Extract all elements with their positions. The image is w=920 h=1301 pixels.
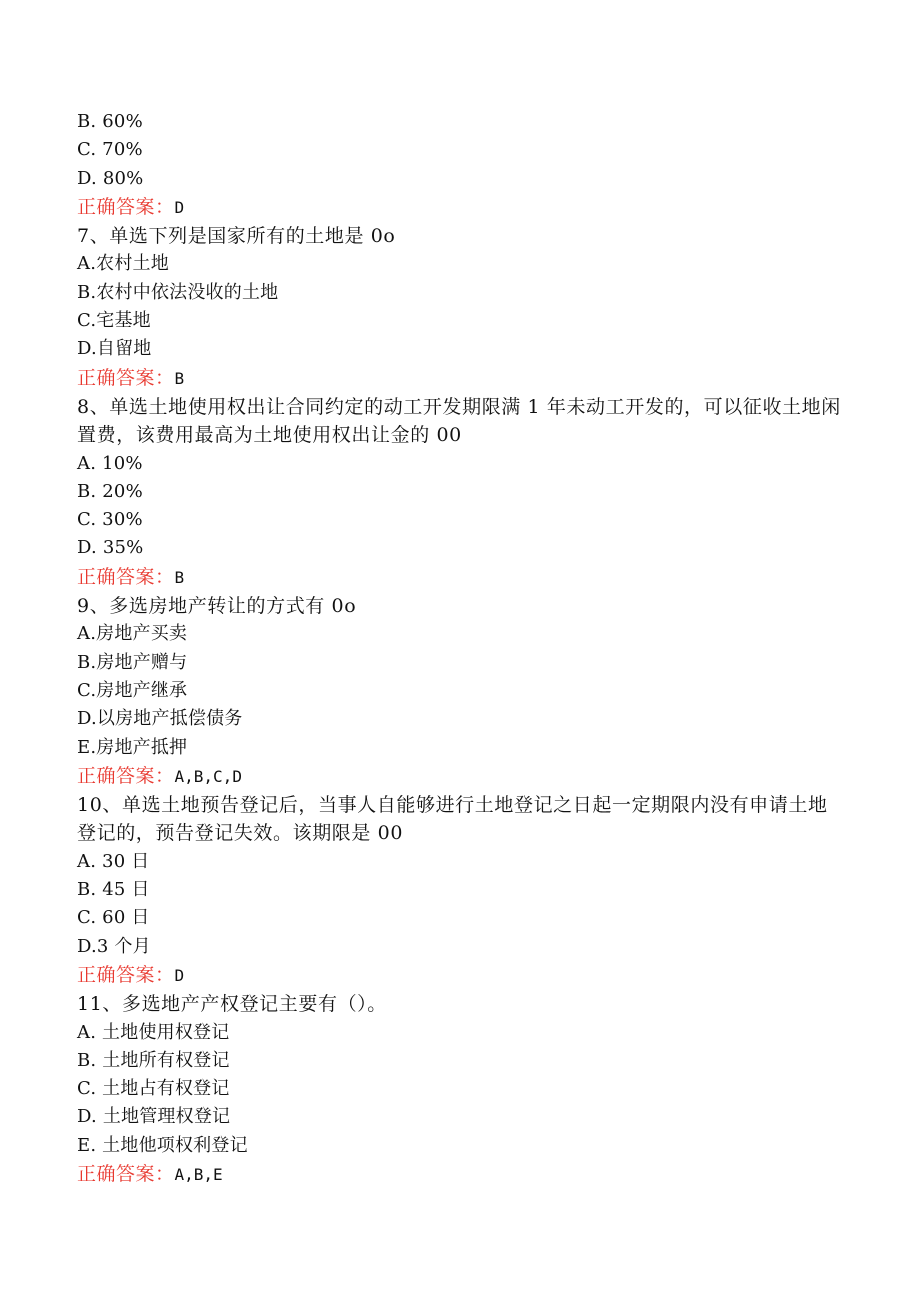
option: B. 60% (77, 111, 143, 132)
option: A. 10% (77, 452, 143, 474)
question-text: 7、单选下列是国家所有的土地是 0o (77, 225, 396, 248)
option: D.以房地产抵偿债务 (77, 708, 243, 730)
question-list (77, 108, 847, 1189)
option: D.3 个月 (77, 935, 151, 957)
answer-label: 正确答案： (77, 764, 175, 787)
option: B. 45 日 (77, 879, 150, 901)
question-text: 11、多选地产产权登记主要有（）。 (77, 993, 387, 1016)
option: C. 70% (77, 139, 143, 161)
option: B.房地产赠与 (77, 651, 188, 673)
question-text: 10、单选土地预告登记后，当事人自能够进行土地登记之日起一定期限内没有申请土地登记的，预告登记失效。该期限是 00 (77, 794, 828, 845)
answer-line (77, 563, 847, 592)
question-text: 9、多选房地产转让的方式有 0o (77, 595, 357, 618)
answer-line (77, 364, 847, 393)
answer-value: A,B,C,D (174, 766, 242, 786)
option: D.自留地 (77, 338, 152, 360)
question-10 (77, 791, 847, 990)
answer-value: B (174, 368, 185, 388)
option: C. 60 日 (77, 907, 150, 929)
option: C. 土地占有权登记 (77, 1078, 230, 1100)
answer-label: 正确答案： (77, 1162, 175, 1185)
option: E. 土地他项权利登记 (77, 1134, 248, 1156)
answer-value: D (174, 197, 185, 217)
option: B.农村中依法没收的土地 (77, 281, 279, 303)
question-6-tail (77, 108, 847, 222)
question-11 (77, 990, 847, 1189)
answer-label: 正确答案： (77, 565, 175, 588)
option: C. 30% (77, 509, 143, 531)
option: D. 80% (77, 167, 144, 189)
answer-value: D (174, 965, 185, 985)
option: A. 土地使用权登记 (77, 1021, 230, 1043)
option: C.宅基地 (77, 310, 151, 332)
answer-line (77, 961, 847, 990)
answer-label: 正确答案： (77, 963, 175, 986)
answer-line (77, 762, 847, 791)
answer-value: A,B,E (174, 1164, 223, 1184)
option: D. 土地管理权登记 (77, 1106, 231, 1128)
answer-value: B (174, 567, 185, 587)
option: A.房地产买卖 (77, 623, 188, 645)
question-7 (77, 222, 847, 393)
option: D. 35% (77, 537, 144, 559)
question-text: 8、单选土地使用权出让合同约定的动工开发期限满 1 年未动工开发的，可以征收土地闲置费，该费用最高为土地使用权出让金的 00 (77, 395, 841, 447)
option: C.房地产继承 (77, 679, 188, 701)
answer-label: 正确答案： (77, 366, 175, 389)
answer-line (77, 1160, 847, 1189)
option: B. 土地所有权登记 (77, 1049, 230, 1071)
answer-label: 正确答案： (77, 195, 175, 218)
option: A. 30 日 (77, 850, 150, 872)
question-9 (77, 592, 847, 791)
question-8 (77, 393, 847, 592)
option: B. 20% (77, 480, 143, 502)
option: E.房地产抵押 (77, 736, 188, 758)
option: A.农村土地 (77, 253, 169, 275)
answer-line (77, 193, 847, 222)
